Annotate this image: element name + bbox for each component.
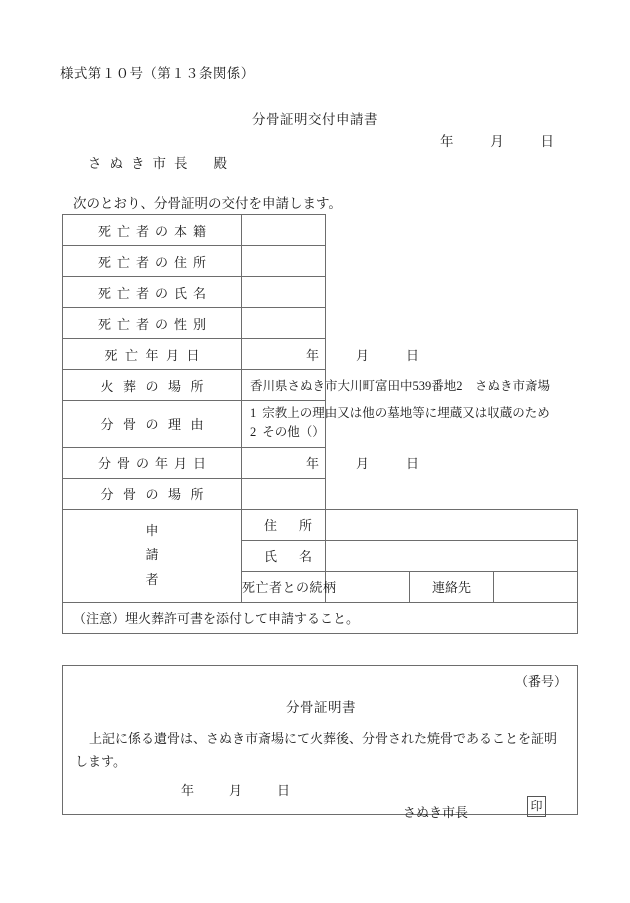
- application-date-line: [440, 130, 554, 150]
- row-value-applicant-name[interactable]: [326, 540, 578, 571]
- row-label-applicant-name: 氏名: [242, 540, 326, 571]
- reason-option-2-left: [250, 423, 312, 442]
- form-number: 様式第１０号（第１３条関係）: [60, 66, 255, 81]
- table-row: [63, 370, 578, 401]
- application-table: [62, 214, 578, 634]
- document-title: 分骨証明交付申請書: [252, 112, 378, 127]
- applicant-char-1: 申: [145, 522, 159, 538]
- death-day-label: 日: [406, 347, 420, 363]
- row-value-split-date[interactable]: [242, 447, 420, 478]
- addressee: [88, 152, 227, 172]
- table-row: [63, 246, 578, 277]
- row-label-deceased-registry: 死亡者の本籍: [63, 215, 242, 246]
- row-value-relationship[interactable]: [326, 571, 410, 602]
- death-year-label: 年: [306, 347, 320, 363]
- certificate-date-line: [181, 780, 325, 799]
- split-date-ymd: [250, 453, 420, 472]
- applicant-char-3: 者: [145, 572, 159, 588]
- row-value-deceased-address[interactable]: [242, 246, 326, 277]
- applicant-vertical-label: [63, 509, 242, 602]
- certificate-day-label: 日: [277, 783, 291, 798]
- row-label-applicant-address: 住所: [242, 509, 326, 540]
- certificate-body-line-2: します。: [75, 753, 126, 769]
- row-label-relationship: 死亡者との続柄: [242, 571, 326, 602]
- row-label-deceased-gender: 死亡者の性別: [63, 308, 242, 339]
- certificate-number-label: （番号）: [514, 674, 567, 689]
- table-row: [63, 401, 578, 448]
- table-row: [63, 215, 578, 246]
- reason-option-2-number: 2: [250, 425, 257, 440]
- row-label-split-place: 分骨の場所: [63, 478, 242, 509]
- row-label-split-date: 分骨の年月日: [63, 447, 242, 478]
- reason-option-2-close: ）: [312, 425, 325, 440]
- row-value-death-date[interactable]: [242, 339, 420, 370]
- row-label-contact: 連絡先: [410, 571, 494, 602]
- table-row: [63, 478, 578, 509]
- date-day-label: 日: [540, 134, 554, 149]
- certificate-box: [62, 665, 578, 820]
- table-row: [63, 277, 578, 308]
- row-value-deceased-name[interactable]: [242, 277, 326, 308]
- table-row: [63, 308, 578, 339]
- row-value-contact[interactable]: [494, 571, 578, 602]
- certificate-title: 分骨証明書: [286, 700, 356, 715]
- row-label-deceased-address: 死亡者の住所: [63, 246, 242, 277]
- row-label-deceased-name: 死亡者の氏名: [63, 277, 242, 308]
- row-label-split-reason: 分骨の理由: [63, 401, 242, 448]
- lead-sentence: 次のとおり、分骨証明の交付を申請します。: [73, 196, 342, 211]
- reason-option-1-text: 宗教上の理由又は他の墓地等に埋蔵又は収蔵のため: [262, 406, 550, 420]
- split-month-label: 月: [356, 456, 370, 472]
- addressee-honorific: 殿: [213, 156, 227, 171]
- row-label-cremation-place: 火葬の場所: [63, 370, 242, 401]
- row-value-deceased-gender[interactable]: [242, 308, 326, 339]
- row-value-deceased-registry[interactable]: [242, 215, 326, 246]
- addressee-name: さぬき市長: [88, 156, 196, 171]
- row-value-split-place[interactable]: [242, 478, 326, 509]
- certificate-year-label: 年: [181, 783, 195, 798]
- row-value-cremation-place: [242, 370, 551, 401]
- split-day-label: 日: [406, 456, 420, 472]
- row-value-applicant-address[interactable]: [326, 509, 578, 540]
- seal-stamp-icon: 印: [527, 796, 546, 817]
- reason-option-2[interactable]: [250, 423, 325, 442]
- table-row: [63, 339, 578, 370]
- death-month-label: 月: [356, 347, 370, 363]
- row-value-split-reason[interactable]: [242, 401, 550, 448]
- certificate-body-line-1: 上記に係る遺骨は、さぬき市斎場にて火葬後、分骨された焼骨であることを証明: [89, 731, 558, 746]
- certificate-body: [75, 728, 570, 774]
- death-date-ymd: [250, 345, 420, 364]
- table-row: [63, 509, 578, 540]
- applicant-char-2: 請: [145, 547, 159, 563]
- split-year-label: 年: [306, 456, 320, 472]
- cremation-place-text: 香川県さぬき市大川町富田中539番地2 さぬき市斎場: [250, 379, 551, 393]
- table-row: [63, 447, 578, 478]
- reason-option-2-text: その他（: [262, 425, 313, 440]
- certificate-month-label: 月: [229, 783, 243, 798]
- table-row: [63, 602, 578, 633]
- date-year-label: 年: [440, 134, 454, 149]
- date-month-label: 月: [490, 134, 504, 149]
- form-note: （注意）埋火葬許可書を添付して申請すること。: [63, 602, 578, 633]
- reason-option-1[interactable]: [250, 404, 550, 423]
- reason-option-1-number: 1: [250, 406, 257, 420]
- row-label-death-date: 死亡年月日: [63, 339, 242, 370]
- certificate-signer: さぬき市長: [403, 805, 469, 820]
